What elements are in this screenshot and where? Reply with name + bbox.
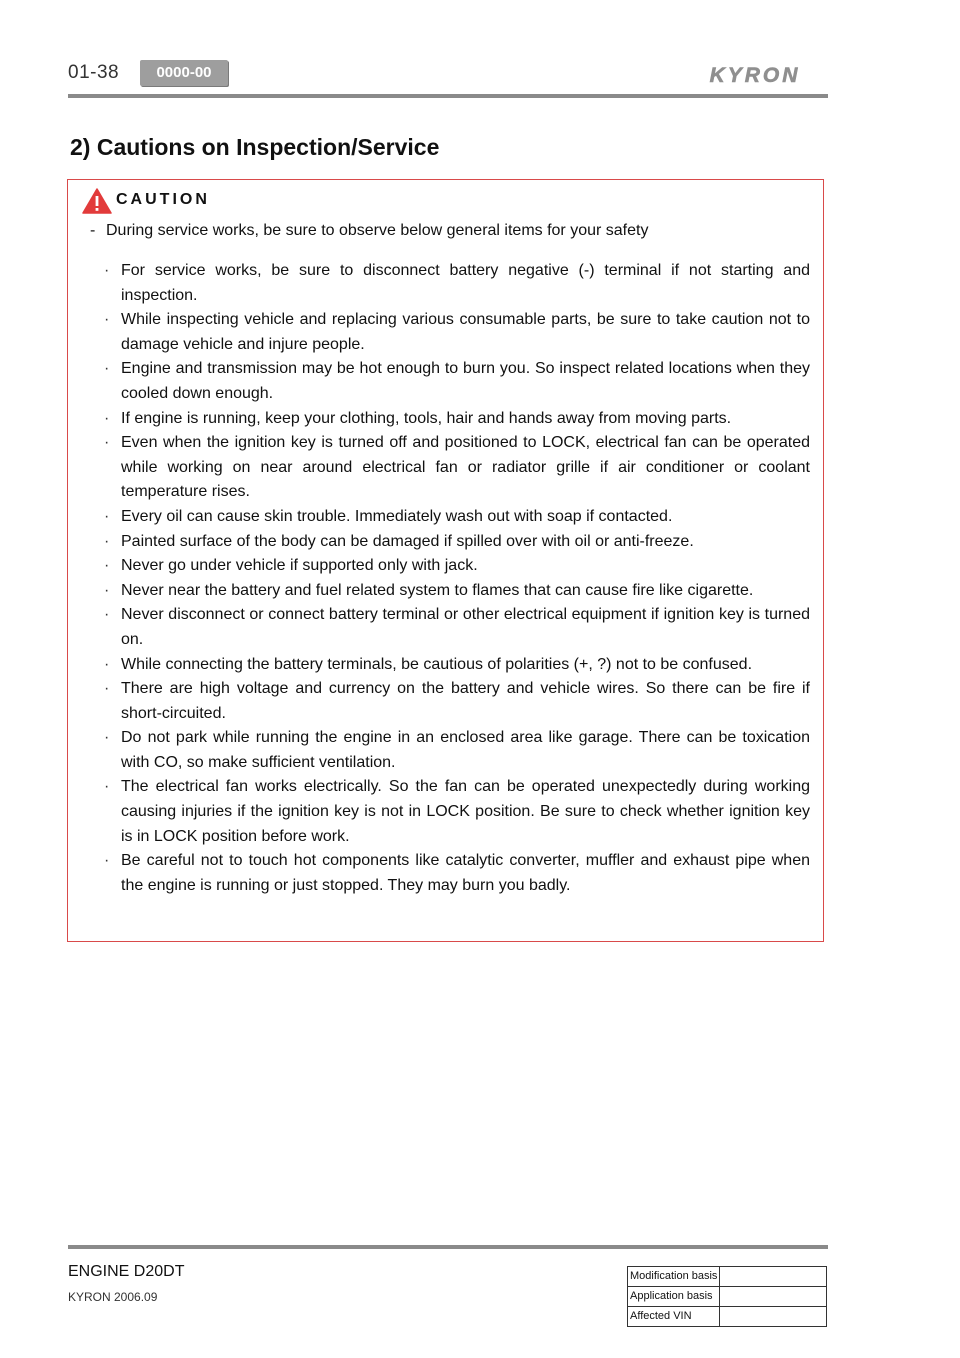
list-item: · The electrical fan works electrically. So the fan can be operated unexpectedly during working causing injuries if the ignition key is not in LOCK position. Be sure to check whether ignition key is in LOCK position before work. bbox=[104, 775, 810, 849]
footer-model: KYRON 2006.09 bbox=[68, 1290, 158, 1304]
kyron-logo bbox=[684, 62, 826, 86]
list-item: · Be careful not to touch hot components like catalytic converter, muffler and exhaust pipe when the engine is running or just stopped. They may burn you badly. bbox=[104, 849, 810, 898]
warning-triangle-icon bbox=[82, 188, 112, 214]
table-cell-label: Modification basis bbox=[628, 1267, 720, 1287]
caution-item-list bbox=[104, 259, 810, 898]
list-item: · Even when the ignition key is turned off and positioned to LOCK, electrical fan can be operated while working on near around electrical fan or radiator grille if air conditioner or coolant temperature rises. bbox=[104, 431, 810, 505]
page-number: 01-38 bbox=[68, 62, 120, 83]
list-item: · There are high voltage and currency on the battery and vehicle wires. So there can be fire if short-circuited. bbox=[104, 677, 810, 726]
table-cell-value bbox=[720, 1307, 827, 1327]
table-cell-label: Application basis bbox=[628, 1287, 720, 1307]
list-item: · Never near the battery and fuel related system to flames that can cause fire like cigarette. bbox=[104, 579, 810, 604]
table-cell-value bbox=[720, 1267, 827, 1287]
table-cell-label: Affected VIN bbox=[628, 1307, 720, 1327]
list-item: · Never disconnect or connect battery terminal or other electrical equipment if ignition key is turned on. bbox=[104, 603, 810, 652]
table-row bbox=[628, 1287, 827, 1307]
intro-text: During service works, be sure to observe below general items for your safety bbox=[106, 222, 649, 239]
caution-intro bbox=[90, 221, 648, 241]
modification-table bbox=[627, 1266, 827, 1327]
svg-text:KYRON: KYRON bbox=[709, 64, 801, 86]
table-row bbox=[628, 1267, 827, 1287]
caution-box bbox=[67, 179, 824, 942]
table-cell-value bbox=[720, 1287, 827, 1307]
list-item: · Painted surface of the body can be damaged if spilled over with oil or anti-freeze. bbox=[104, 530, 810, 555]
page-title: 2) Cautions on Inspection/Service bbox=[70, 134, 440, 160]
page-header bbox=[68, 60, 828, 90]
list-item: · Every oil can cause skin trouble. Immediately wash out with soap if contacted. bbox=[104, 505, 810, 530]
list-item: · While inspecting vehicle and replacing various consumable parts, be sure to take caution not to damage vehicle and injure people. bbox=[104, 308, 810, 357]
footer-engine: ENGINE D20DT bbox=[68, 1263, 185, 1280]
intro-dash: - bbox=[90, 222, 96, 239]
list-item: · While connecting the battery terminals, be cautious of polarities (+, ?) not to be confused. bbox=[104, 653, 810, 678]
list-item: · Never go under vehicle if supported only with jack. bbox=[104, 554, 810, 579]
list-item: · For service works, be sure to disconnect battery negative (-) terminal if not starting and inspection. bbox=[104, 259, 810, 308]
section-code-badge: 0000-00 bbox=[140, 60, 228, 86]
list-item: · Engine and transmission may be hot enough to burn you. So inspect related locations when they cooled down enough. bbox=[104, 357, 810, 406]
list-item: · Do not park while running the engine in an enclosed area like garage. There can be toxication with CO, so make sufficient ventilation. bbox=[104, 726, 810, 775]
table-row bbox=[628, 1307, 827, 1327]
footer-rule bbox=[68, 1245, 828, 1249]
list-item: · If engine is running, keep your clothing, tools, hair and hands away from moving parts. bbox=[104, 407, 810, 432]
caution-title: CAUTION bbox=[116, 191, 210, 208]
header-rule bbox=[68, 94, 828, 98]
